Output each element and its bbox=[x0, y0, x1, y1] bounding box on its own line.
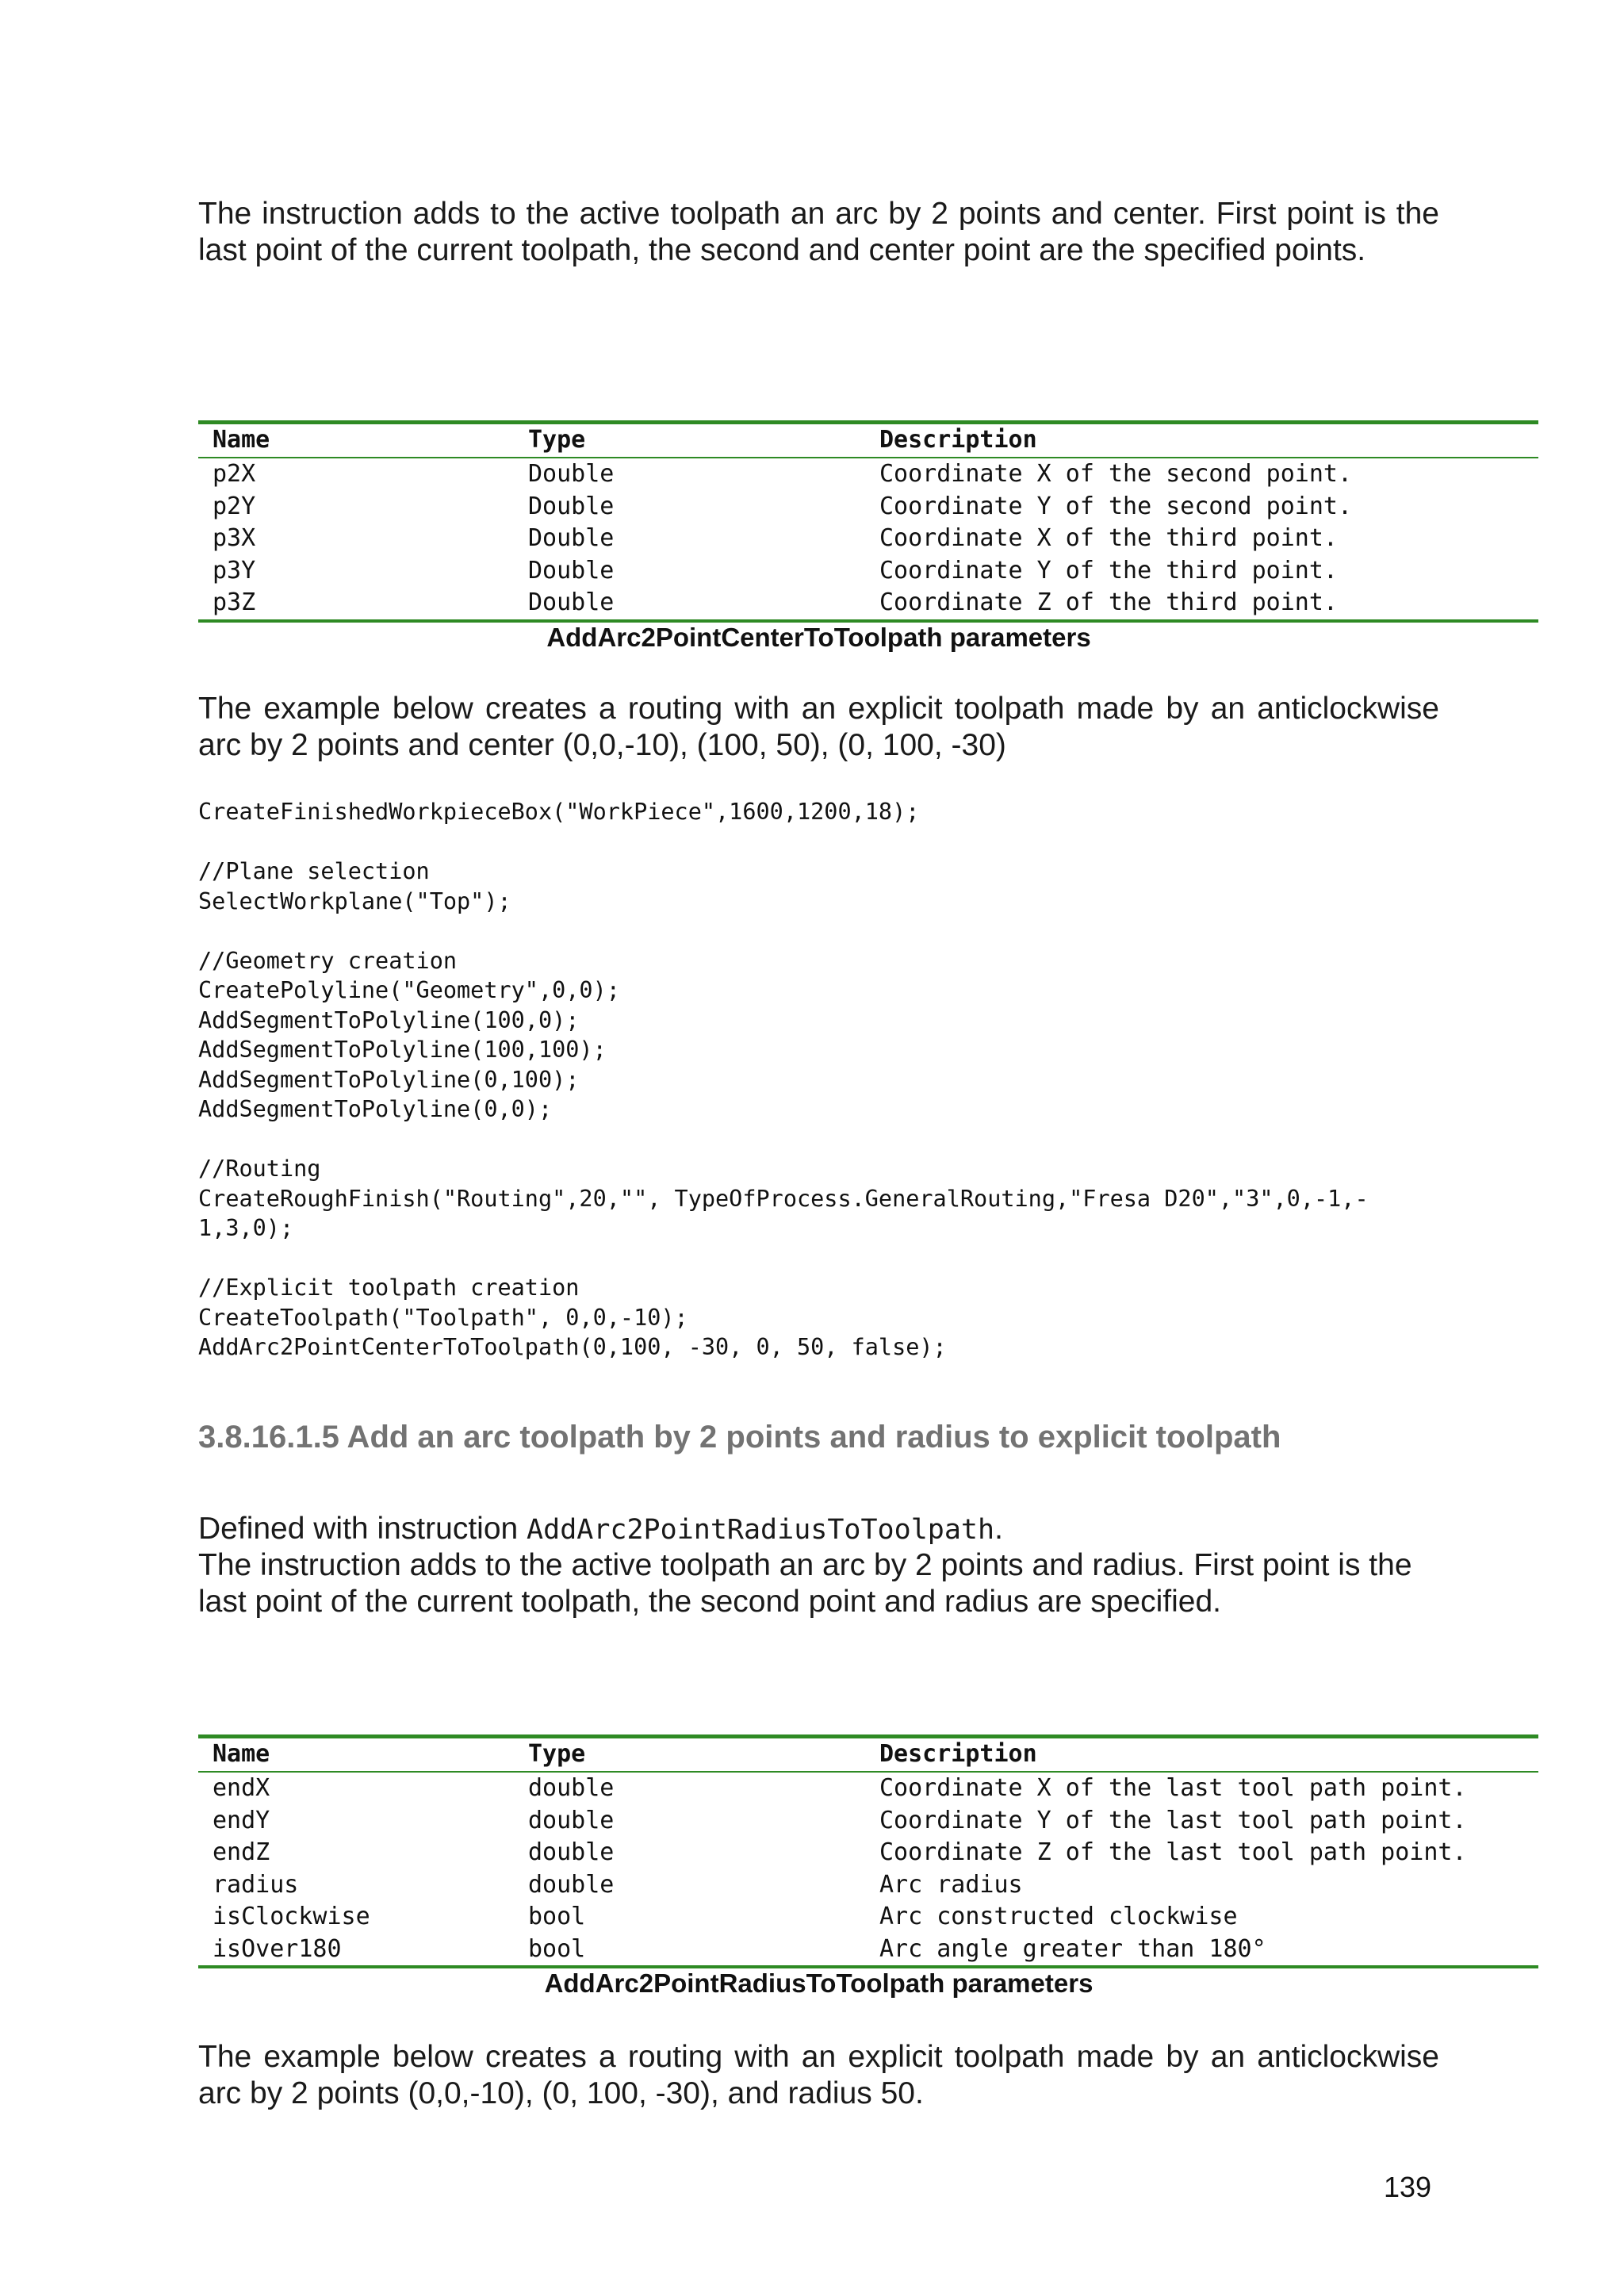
param-type: double bbox=[528, 1774, 615, 1802]
header-name: Name bbox=[198, 1737, 514, 1773]
defined-with-line bbox=[198, 1511, 1439, 1548]
code-example-center: CreateFinishedWorkpieceBox("WorkPiece",1600,1200,18); //Plane selection SelectWorkplane("Top"); //Geometry creation CreatePolyline("Geometry",0,0); AddSegmentToPolyline(100,0); AddSegmentToPolyline(100,100); AddSegmentToPolyline(0,100); AddSegmentToPolyline(0,0); //Routing CreateRoughFinish("Routing",20,"", TypeOfProcess.GeneralRouting,"Fresa D20","3",0,-1,- 1,3,0); //Explicit toolpath creation CreateToolpath("Toolpath", 0,0,-10); AddArc2PointCenterToToolpath(0,100, -30, 0, 50, false); bbox=[198, 799, 1369, 1360]
param-name: endY bbox=[213, 1806, 270, 1834]
parameters-table-center bbox=[198, 420, 1538, 623]
param-description: Coordinate Z of the last tool path point. bbox=[879, 1838, 1467, 1866]
param-type: double bbox=[528, 1870, 615, 1899]
table-row bbox=[198, 587, 1538, 621]
table-row bbox=[198, 458, 1538, 491]
table-row bbox=[198, 555, 1538, 588]
header-description: Description bbox=[865, 423, 1538, 458]
param-name: endZ bbox=[213, 1838, 270, 1866]
param-description: Coordinate X of the last tool path point. bbox=[879, 1774, 1467, 1802]
table-header-row bbox=[198, 423, 1538, 458]
param-name: endX bbox=[213, 1774, 270, 1802]
table-caption-radius: AddArc2PointRadiusToToolpath parameters bbox=[544, 1968, 1094, 1998]
table-row bbox=[198, 491, 1538, 523]
table-caption-center: AddArc2PointCenterToToolpath parameters bbox=[546, 623, 1091, 652]
defined-suffix: . bbox=[994, 1512, 1003, 1546]
param-description: Arc angle greater than 180° bbox=[865, 1934, 1538, 1968]
example-paragraph-radius: The example below creates a routing with an explicit toolpath made by an anticlockwise arc by 2 points (0,0,-10), (0, 100, -30), and radius 50. bbox=[198, 2040, 1439, 2110]
param-name: p3Y bbox=[213, 556, 256, 585]
table-row bbox=[198, 1772, 1538, 1805]
section-heading: 3.8.16.1.5 Add an arc toolpath by 2 points and radius to explicit toolpath bbox=[198, 1420, 1281, 1455]
header-description: Description bbox=[865, 1737, 1538, 1773]
param-name: isClockwise bbox=[213, 1903, 370, 1930]
param-description: Coordinate X of the second point. bbox=[879, 460, 1353, 488]
table-row bbox=[198, 523, 1538, 555]
header-name: Name bbox=[198, 423, 514, 458]
param-type: double bbox=[528, 1838, 615, 1866]
param-type: Double bbox=[528, 556, 615, 585]
param-type: bool bbox=[528, 1903, 586, 1930]
intro-paragraph: The instruction adds to the active toolpath an arc by 2 points and center. First point is the last point of the current toolpath, the second and center point are the specified points. bbox=[198, 197, 1439, 267]
table-row bbox=[198, 1934, 1538, 1968]
param-type: Double bbox=[514, 587, 865, 621]
param-type: bool bbox=[514, 1934, 865, 1968]
param-description: Coordinate X of the third point. bbox=[879, 524, 1338, 552]
table-row bbox=[198, 1901, 1538, 1934]
param-description: Arc radius bbox=[879, 1870, 1023, 1899]
param-type: double bbox=[528, 1806, 615, 1834]
table-row bbox=[198, 1837, 1538, 1869]
param-name: p2Y bbox=[213, 492, 256, 520]
param-type: Double bbox=[528, 460, 615, 488]
section-paragraph: The instruction adds to the active toolpath an arc by 2 points and radius. First point is the last point of the current toolpath, the second point and radius are specified. bbox=[198, 1548, 1412, 1619]
header-type: Type bbox=[514, 423, 865, 458]
param-name: p3X bbox=[213, 524, 256, 552]
param-description: Coordinate Y of the last tool path point. bbox=[879, 1806, 1467, 1834]
param-name: radius bbox=[213, 1870, 299, 1899]
table-row bbox=[198, 1805, 1538, 1838]
param-type: Double bbox=[528, 524, 615, 552]
parameters-table-radius bbox=[198, 1734, 1538, 1968]
table-header-row bbox=[198, 1737, 1538, 1773]
instruction-name: AddArc2PointRadiusToToolpath bbox=[527, 1514, 995, 1546]
example-paragraph-center: The example below creates a routing with an explicit toolpath made by an anticlockwise arc by 2 points and center (0,0,-10), (100, 50), (0, 100, -30) bbox=[198, 692, 1439, 762]
defined-prefix: Defined with instruction bbox=[198, 1512, 527, 1546]
table-row bbox=[198, 1869, 1538, 1902]
param-description: Coordinate Y of the third point. bbox=[879, 556, 1338, 585]
param-name: p3Z bbox=[198, 587, 514, 621]
param-description: Coordinate Y of the second point. bbox=[879, 492, 1353, 520]
page-number: 139 bbox=[1384, 2171, 1432, 2203]
param-name: p2X bbox=[213, 460, 256, 488]
param-type: Double bbox=[528, 492, 615, 520]
param-description: Arc constructed clockwise bbox=[879, 1903, 1238, 1930]
param-description: Coordinate Z of the third point. bbox=[865, 587, 1538, 621]
param-name: isOver180 bbox=[198, 1934, 514, 1968]
header-type: Type bbox=[514, 1737, 865, 1773]
